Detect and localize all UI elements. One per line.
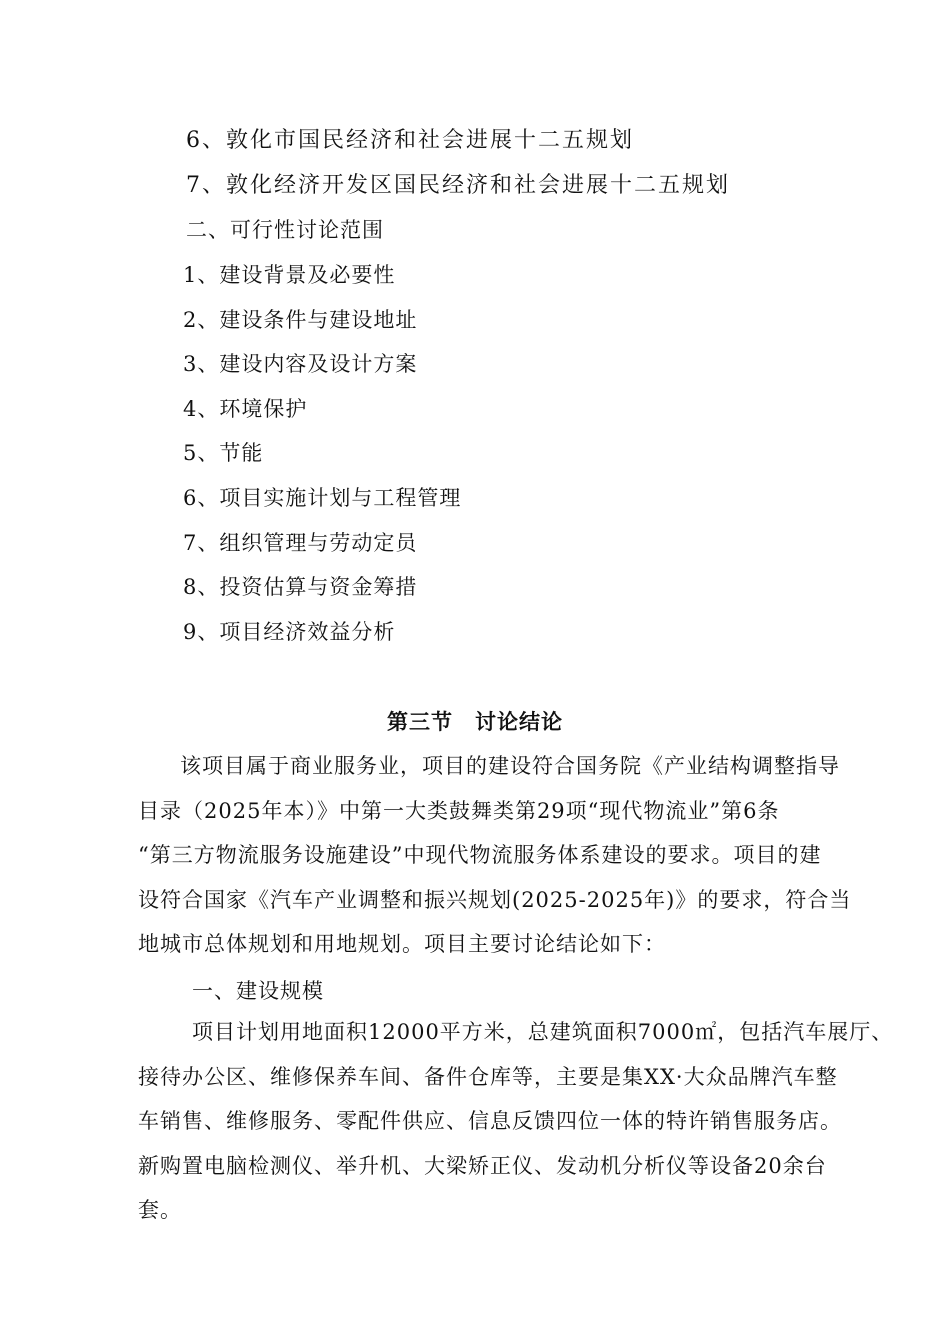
paragraph-line: 套。 (138, 1198, 182, 1222)
basis-item: 6、敦化市国民经济和社会进展十二五规划 (186, 128, 634, 153)
conclusion-paragraph (138, 744, 878, 967)
paragraph-line: 新购置电脑检测仪、举升机、大梁矫正仪、发动机分析仪等设备20余台 (138, 1153, 827, 1178)
scope-item: 2、建设条件与建设地址 (183, 308, 418, 332)
paragraph-line: 项目计划用地面积12000平方米，总建筑面积7000㎡，包括汽车展厅、 (192, 1020, 894, 1044)
paragraph-line: 地城市总体规划和用地规划。项目主要讨论结论如下： (138, 932, 666, 956)
paragraph-line: 车销售、维修服务、零配件供应、信息反馈四位一体的特许销售服务店。 (138, 1109, 842, 1133)
scope-item: 6、项目实施计划与工程管理 (183, 486, 462, 510)
basis-item: 7、敦化经济开发区国民经济和社会进展十二五规划 (186, 173, 730, 198)
scope-item: 5、节能 (183, 441, 264, 465)
scale-paragraph (138, 1010, 894, 1233)
scope-item: 3、建设内容及设计方案 (183, 352, 418, 376)
scope-item: 4、环境保护 (183, 397, 308, 421)
paragraph-line: 设符合国家《汽车产业调整和振兴规划(2025-2025年)》的要求，符合当 (138, 887, 852, 912)
scope-item: 8、投资估算与资金筹措 (183, 575, 418, 599)
section-title: 第三节 讨论结论 (387, 709, 563, 734)
scope-item: 7、组织管理与劳动定员 (183, 531, 418, 555)
paragraph-line: “第三方物流服务设施建设”中现代物流服务体系建设的要求。项目的建 (138, 843, 822, 867)
scope-heading: 二、可行性讨论范围 (186, 218, 384, 242)
scope-item: 1、建设背景及必要性 (183, 263, 396, 287)
paragraph-line: 该项目属于商业服务业，项目的建设符合国务院《产业结构调整指导 (180, 754, 840, 778)
scale-heading: 一、建设规模 (192, 979, 324, 1003)
scope-item: 9、项目经济效益分析 (183, 620, 396, 644)
paragraph-line: 接待办公区、维修保养车间、备件仓库等，主要是集XX·大众品牌汽车整 (138, 1064, 838, 1089)
paragraph-line: 目录（2025年本）》中第一大类鼓舞类第29项“现代物流业”第6条 (138, 798, 780, 823)
